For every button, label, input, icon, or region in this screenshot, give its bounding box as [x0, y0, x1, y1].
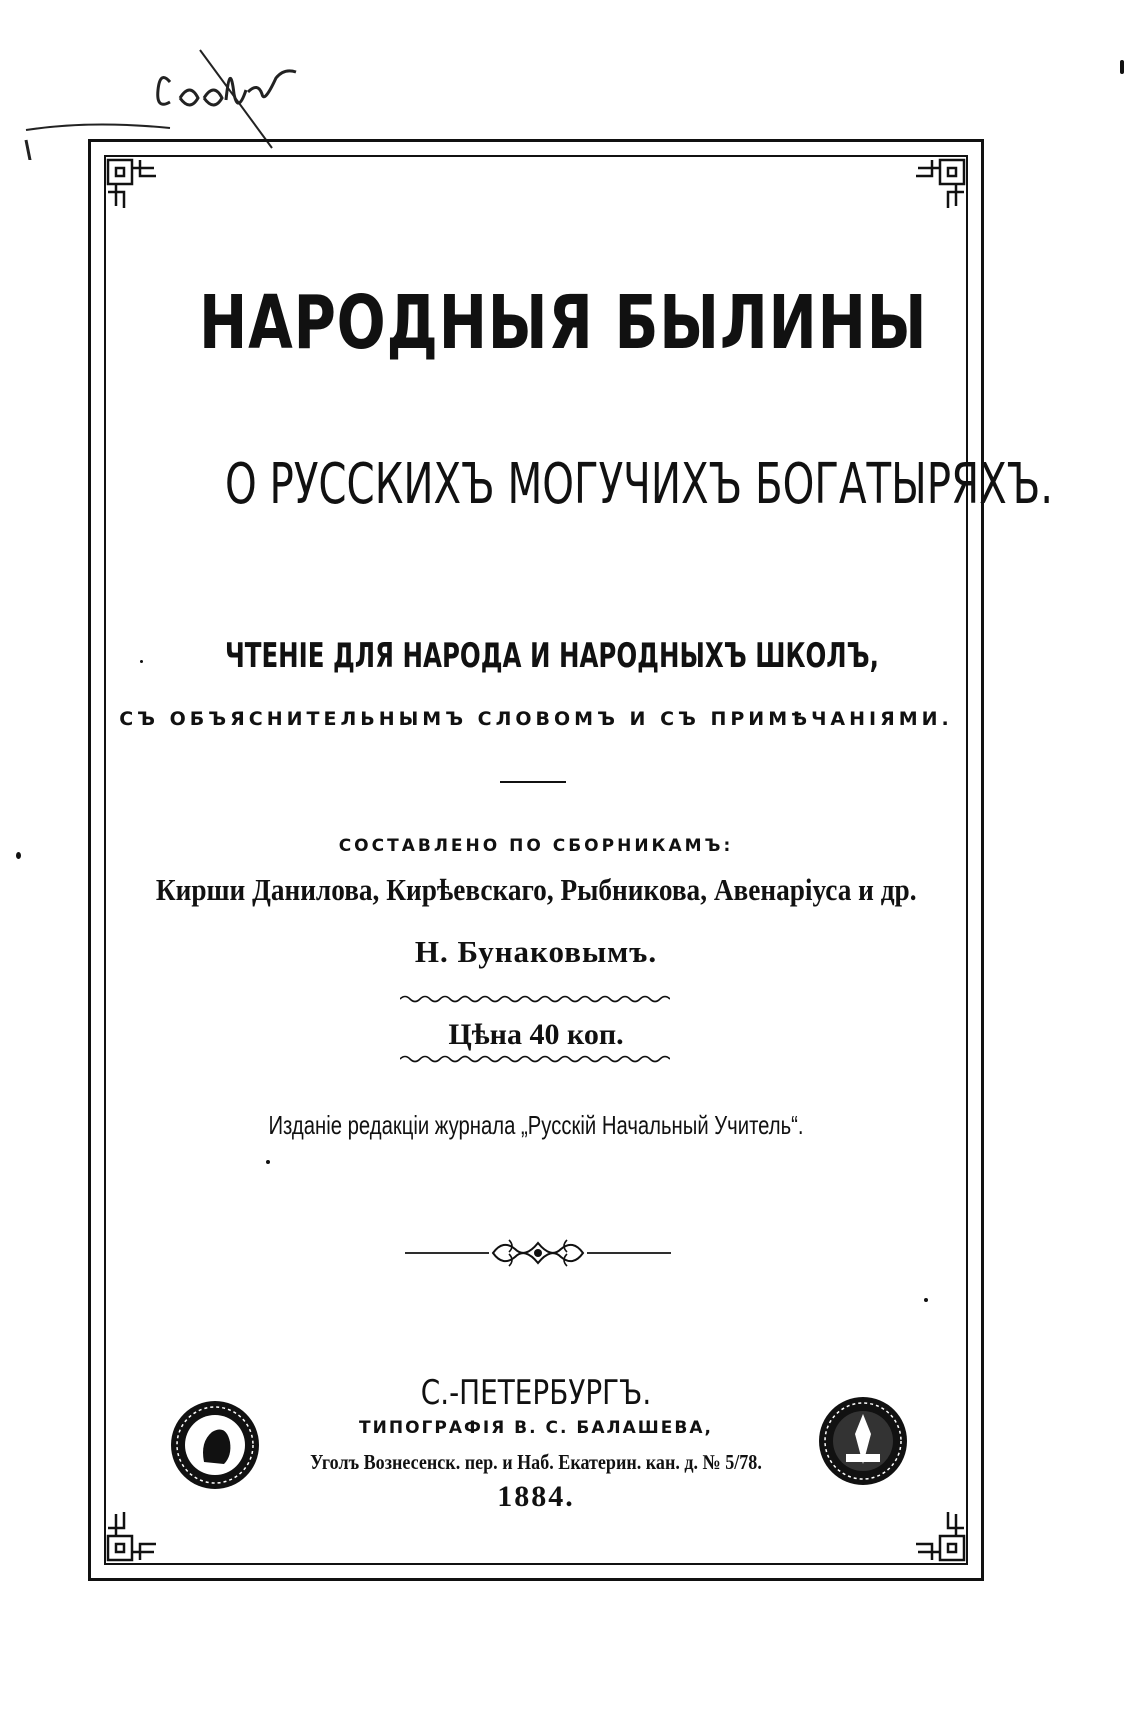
library-stamp-left-icon: [168, 1398, 262, 1492]
scan-speck: [16, 852, 21, 859]
imprint-year: 1884.: [497, 1480, 575, 1513]
printers-ornament-icon: [405, 1232, 671, 1274]
imprint-address: Уголъ Вознесенск. пер. и Наб. Екатерин. кан. д. № 5/78.: [310, 1450, 762, 1474]
scan-speck: [266, 1160, 270, 1164]
corner-ornament-icon: [104, 156, 164, 216]
scan-speck: [140, 660, 143, 663]
page-border-inner: [104, 155, 1054, 1565]
compiler-line: Н. Бунаковымъ.: [414, 934, 658, 969]
corner-ornament-icon: [908, 156, 968, 216]
imprint-city: С.-ПЕТЕРБУРГЪ.: [420, 1373, 652, 1413]
price-line: Цѣна 40 коп.: [448, 1018, 624, 1051]
book-subtitle: О РУССКИХЪ МОГУЧИХЪ БОГАТЫРЯХЪ.: [224, 452, 1054, 517]
scan-speck: [1120, 60, 1124, 74]
compiled-line: СОСТАВЛЕНО ПО СБОРНИКАМЪ:: [338, 836, 734, 856]
scan-speck: [924, 1298, 928, 1302]
authors-line: Кирши Данилова, Кирѣевскаго, Рыбникова, Авенаріуса и др.: [155, 872, 917, 907]
reading-line: ЧТЕНІЕ ДЛЯ НАРОДА И НАРОДНЫХЪ ШКОЛЪ,: [224, 636, 879, 676]
divider-rule: [500, 781, 566, 783]
explanation-line: СЪ ОБЪЯСНИТЕЛЬНЫМЪ СЛОВОМЪ И СЪ ПРИМѢЧАНІЯМИ.: [119, 708, 953, 730]
library-stamp-right-icon: [816, 1394, 910, 1488]
book-title: НАРОДНЫЯ БЫЛИНЫ: [199, 280, 928, 366]
imprint-printer: ТИПОГРАФІЯ В. С. БАЛАШЕВА,: [359, 1418, 713, 1438]
edition-line: Изданіе редакціи журнала „Русскій Начальный Учитель“.: [268, 1110, 804, 1140]
